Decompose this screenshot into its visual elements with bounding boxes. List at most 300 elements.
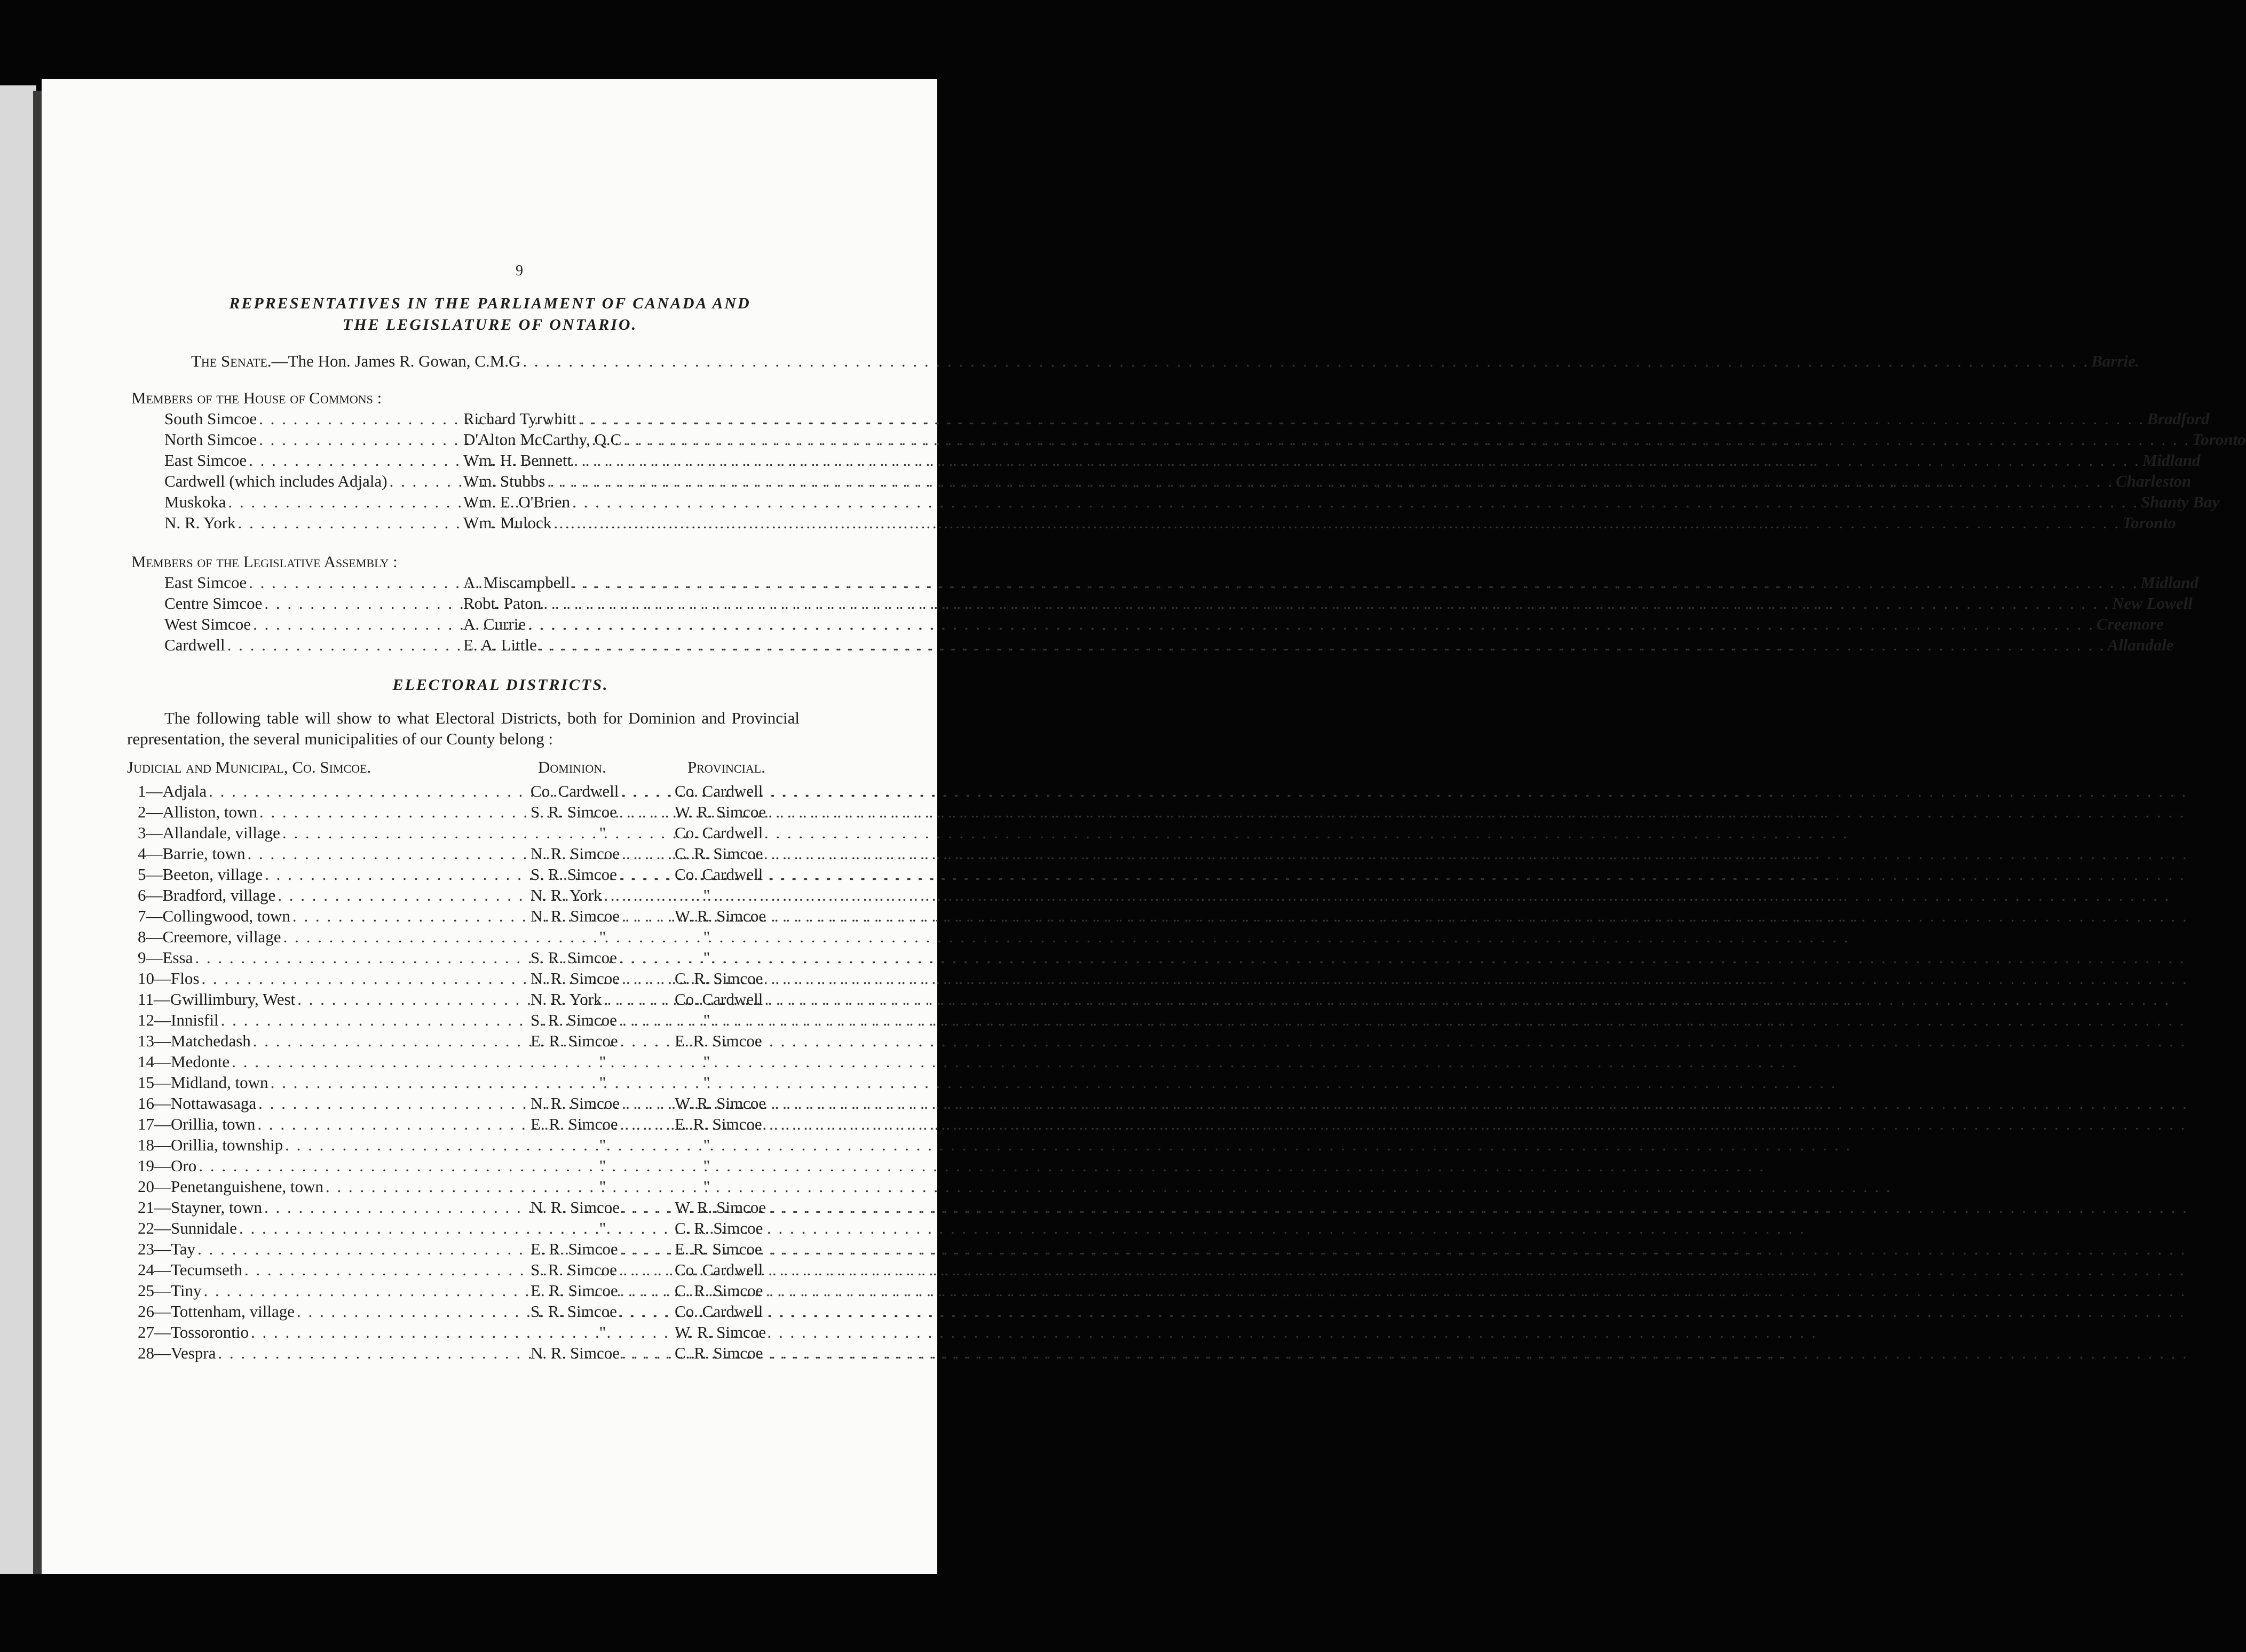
- dominion-cell: [531, 822, 675, 843]
- leader-dots: [619, 1259, 2186, 1280]
- dominion-value: S. R. Simcoe: [531, 1260, 617, 1279]
- municipality-name: 27—Tossorontio: [138, 1323, 249, 1341]
- municipality-cell: [138, 1197, 531, 1218]
- provincial-cell: [675, 843, 853, 864]
- member-cell: [463, 572, 2198, 593]
- municipality-cell: [138, 968, 531, 989]
- table-row: [138, 1010, 853, 1030]
- provincial-value: ": [703, 1135, 710, 1154]
- assembly-title: Members of the Legislative Assembly :: [131, 552, 398, 571]
- member-row: [164, 429, 2246, 450]
- municipality-name: 8—Creemore, village: [138, 927, 281, 946]
- provincial-cell: [675, 968, 853, 989]
- heading-line-2: THE LEGISLATURE OF ONTARIO.: [342, 316, 638, 333]
- provincial-cell: [675, 1343, 853, 1363]
- municipality-name: 22—Sunnidale: [138, 1219, 237, 1237]
- provincial-cell: [675, 906, 853, 926]
- table-row: [138, 822, 853, 843]
- table-row: [138, 1238, 853, 1259]
- riding-name: North Simcoe: [164, 430, 257, 449]
- table-row: [138, 947, 853, 968]
- dominion-cell: [531, 1155, 675, 1176]
- table-row: [138, 1155, 853, 1176]
- leader-dots: [619, 947, 2186, 968]
- riding-cell: [164, 634, 463, 655]
- member-name: E. A. Little: [463, 636, 537, 654]
- leader-dots: [285, 1134, 1852, 1155]
- districts-table-header: [127, 757, 853, 777]
- dominion-value: N. R. Simcoe: [531, 1198, 620, 1217]
- municipality-name: 4—Barrie, town: [138, 844, 246, 863]
- column-header-municipal: Judicial and Municipal, Co. Simcoe.: [127, 758, 371, 776]
- leader-dots: [239, 1218, 1806, 1238]
- dominion-cell: [531, 1176, 675, 1197]
- dominion-cell: [531, 801, 675, 822]
- leader-dots: [620, 1280, 2187, 1301]
- table-row: [138, 906, 853, 926]
- leader-dots: [620, 1030, 2187, 1051]
- dominion-value: ": [599, 1177, 606, 1196]
- dominion-cell: [531, 864, 675, 885]
- dominion-cell: [531, 968, 675, 989]
- dominion-cell: [531, 781, 675, 801]
- leader-dots: [572, 572, 2139, 593]
- table-row: [138, 1134, 853, 1155]
- member-cell: [463, 408, 2210, 429]
- municipality-cell: [138, 1176, 531, 1197]
- provincial-cell: [675, 1010, 853, 1030]
- riding-cell: [164, 512, 463, 533]
- leader-dots: [572, 491, 2139, 512]
- dominion-cell: [531, 1322, 675, 1343]
- provincial-value: W. R. Simcoe: [675, 1323, 766, 1341]
- member-name: Robt. Paton: [463, 594, 542, 613]
- provincial-value: C. R. Simcoe: [675, 844, 763, 863]
- member-row: [164, 593, 2193, 614]
- riding-name: Cardwell (which includes Adjala): [164, 472, 387, 490]
- member-cell: [463, 593, 2193, 614]
- dominion-value: ": [599, 1052, 606, 1071]
- dominion-cell: [531, 1051, 675, 1072]
- provincial-value: ": [703, 1073, 710, 1092]
- provincial-value: ": [703, 1011, 710, 1029]
- dominion-cell: [531, 1259, 675, 1280]
- leader-dots: [622, 843, 2188, 864]
- senate-line: [191, 351, 2140, 371]
- municipality-cell: [138, 1280, 531, 1301]
- municipality-name: 21—Stayner, town: [138, 1198, 262, 1217]
- provincial-value: W. R. Simcoe: [675, 907, 766, 925]
- districts-table: [127, 781, 853, 1363]
- dominion-cell: [531, 1280, 675, 1301]
- municipality-name: 25—Tiny: [138, 1281, 202, 1300]
- provincial-value: E. R. Simcoe: [675, 1115, 762, 1133]
- provincial-cell: [675, 1280, 853, 1301]
- table-row: [138, 989, 853, 1010]
- municipality-cell: [138, 1155, 531, 1176]
- municipality-name: 28—Vespra: [138, 1344, 216, 1362]
- provincial-cell: [675, 1259, 853, 1280]
- provincial-value: Co. Cardwell: [675, 1302, 763, 1321]
- member-place: Midland: [2140, 573, 2199, 592]
- member-place: Shanty Bay: [2140, 493, 2220, 511]
- member-name: Wm. H. Bennett: [463, 451, 572, 470]
- member-place: Charleston: [2116, 472, 2192, 490]
- dominion-value: ": [599, 1219, 606, 1237]
- leader-dots: [619, 864, 2186, 885]
- facing-page-strip: [0, 85, 36, 1574]
- provincial-value: W. R. Simcoe: [675, 1094, 766, 1113]
- dominion-cell: [531, 1072, 675, 1093]
- municipality-name: 18—Orillia, township: [138, 1135, 283, 1154]
- municipality-name: 3—Allandale, village: [138, 823, 280, 842]
- provincial-value: Co. Cardwell: [675, 782, 763, 800]
- provincial-value: C. R. Simcoe: [675, 969, 763, 988]
- dominion-value: S. R. Simcoe: [531, 865, 617, 884]
- provincial-value: Co. Cardwell: [675, 1260, 763, 1279]
- leader-dots: [283, 926, 1850, 947]
- municipality-cell: [138, 1134, 531, 1155]
- dominion-cell: [531, 1114, 675, 1134]
- riding-cell: [164, 491, 463, 512]
- table-row: [138, 1280, 853, 1301]
- table-row: [138, 1259, 853, 1280]
- dominion-cell: [531, 1197, 675, 1218]
- municipality-cell: [138, 864, 531, 885]
- provincial-cell: [675, 1301, 853, 1322]
- leader-dots: [623, 429, 2190, 450]
- provincial-cell: [675, 781, 853, 801]
- main-heading: [127, 293, 853, 336]
- municipality-name: 17—Orillia, town: [138, 1115, 256, 1133]
- heading-line-1: REPRESENTATIVES IN THE PARLIAMENT OF CANADA AND: [229, 295, 751, 312]
- dominion-cell: [531, 1343, 675, 1363]
- member-name: D'Alton McCarthy, Q.C: [463, 430, 622, 449]
- riding-name: East Simcoe: [164, 451, 247, 470]
- provincial-cell: [675, 947, 853, 968]
- assembly-section: [131, 551, 2199, 655]
- table-row: [138, 1197, 853, 1218]
- provincial-cell: [675, 1197, 853, 1218]
- member-cell: [463, 614, 2164, 634]
- member-place: Midland: [2142, 451, 2201, 470]
- dominion-value: N. R. Simcoe: [531, 844, 620, 863]
- dominion-cell: [531, 1301, 675, 1322]
- leader-dots: [574, 450, 2140, 471]
- leader-dots: [523, 351, 2089, 371]
- leader-dots: [620, 1238, 2187, 1259]
- table-row: [138, 1218, 853, 1238]
- municipality-cell: [138, 781, 531, 801]
- municipality-name: 7—Collingwood, town: [138, 907, 290, 925]
- municipality-name: 16—Nottawasaga: [138, 1094, 257, 1113]
- dominion-cell: [531, 843, 675, 864]
- riding-cell: [164, 572, 463, 593]
- municipality-name: 1—Adjala: [138, 782, 207, 800]
- municipality-cell: [138, 1051, 531, 1072]
- leader-dots: [622, 968, 2188, 989]
- senate-dash: —: [271, 352, 288, 370]
- municipality-cell: [138, 1343, 531, 1363]
- leader-dots: [282, 822, 1849, 843]
- provincial-value: C. R. Simcoe: [675, 1219, 763, 1237]
- municipality-cell: [138, 1093, 531, 1114]
- municipality-cell: [138, 947, 531, 968]
- provincial-cell: [675, 989, 853, 1010]
- municipality-name: 26—Tottenham, village: [138, 1302, 295, 1321]
- municipality-name: 15—Midland, town: [138, 1073, 268, 1092]
- riding-cell: [164, 593, 463, 614]
- municipality-name: 14—Medonte: [138, 1052, 230, 1071]
- leader-dots: [622, 1197, 2188, 1218]
- municipality-name: 20—Penetanguishene, town: [138, 1177, 323, 1196]
- provincial-value: E. R. Simcoe: [675, 1031, 762, 1050]
- table-row: [138, 1030, 853, 1051]
- provincial-cell: [675, 885, 853, 906]
- municipality-name: 6—Bradford, village: [138, 886, 276, 904]
- municipality-name: 2—Alliston, town: [138, 803, 257, 821]
- municipality-name: 11—Gwillimbury, West: [138, 990, 296, 1008]
- table-row: [138, 1093, 853, 1114]
- provincial-cell: [675, 1093, 853, 1114]
- provincial-cell: [675, 1051, 853, 1072]
- provincial-value: ": [703, 1052, 710, 1071]
- riding-cell: [164, 471, 463, 491]
- municipality-cell: [138, 1322, 531, 1343]
- dominion-value: N. R. Simcoe: [531, 969, 620, 988]
- riding-cell: [164, 450, 463, 471]
- leader-dots: [620, 1114, 2187, 1134]
- member-name: Wm. E. O'Brien: [463, 493, 571, 511]
- member-place: Toronto: [2192, 430, 2246, 449]
- provincial-cell: [675, 1030, 853, 1051]
- dominion-value: E. R. Simcoe: [531, 1240, 618, 1258]
- dominion-value: N. R. York: [531, 990, 602, 1008]
- senate-member: The Hon. James R. Gowan, C.M.G: [288, 352, 521, 370]
- member-place: Allandale: [2107, 636, 2174, 654]
- table-row: [138, 1322, 853, 1343]
- member-row: [164, 408, 2210, 429]
- column-header-provincial: Provincial.: [687, 758, 765, 776]
- senate-place: Barrie.: [2091, 352, 2140, 370]
- provincial-value: Co. Cardwell: [675, 990, 763, 1008]
- leader-dots: [621, 781, 2187, 801]
- member-row: [164, 450, 2201, 471]
- member-place: Creemore: [2096, 615, 2164, 633]
- member-cell: [463, 491, 2219, 512]
- table-row: [138, 1072, 853, 1093]
- dominion-value: ": [599, 1135, 606, 1154]
- dominion-value: S. R. Simcoe: [531, 803, 617, 821]
- dominion-value: E. R. Simcoe: [531, 1115, 618, 1133]
- assembly-list: [131, 572, 2199, 655]
- municipality-name: 9—Essa: [138, 948, 193, 967]
- provincial-value: W. R. Simcoe: [675, 803, 766, 821]
- municipality-name: 12—Innisfil: [138, 1011, 219, 1029]
- provincial-value: C. R. Simcoe: [675, 1281, 763, 1300]
- municipality-cell: [138, 822, 531, 843]
- commons-section: [131, 387, 2246, 533]
- riding-name: N. R. York: [164, 513, 236, 532]
- dominion-cell: [531, 1010, 675, 1030]
- municipality-name: 5—Beeton, village: [138, 865, 263, 884]
- municipality-cell: [138, 1301, 531, 1322]
- dominion-value: S. R. Simcoe: [531, 1302, 617, 1321]
- table-row: [138, 1051, 853, 1072]
- member-name: A. Currie: [463, 615, 526, 633]
- dominion-value: ": [599, 1323, 606, 1341]
- riding-name: East Simcoe: [164, 573, 247, 592]
- table-row: [138, 968, 853, 989]
- table-row: [138, 885, 853, 906]
- riding-name: South Simcoe: [164, 409, 257, 428]
- provincial-value: C. R. Simcoe: [675, 1344, 763, 1362]
- leader-dots: [528, 614, 2094, 634]
- leader-dots: [619, 801, 2186, 822]
- member-row: [164, 614, 2164, 634]
- dominion-value: N. R. Simcoe: [531, 1344, 620, 1362]
- leader-dots: [199, 1155, 1765, 1176]
- municipality-name: 24—Tecumseth: [138, 1260, 242, 1279]
- municipality-cell: [138, 1010, 531, 1030]
- municipality-cell: [138, 1030, 531, 1051]
- member-row: [164, 491, 2220, 512]
- page-content: [127, 260, 2246, 1363]
- leader-dots: [619, 1010, 2186, 1030]
- document-page: [42, 79, 2246, 1574]
- dominion-value: ": [599, 1156, 606, 1175]
- commons-list: [131, 408, 2246, 533]
- provincial-value: W. R. Simcoe: [675, 1198, 766, 1217]
- leader-dots: [539, 634, 2106, 655]
- municipality-name: 23—Tay: [138, 1240, 196, 1258]
- table-row: [138, 1343, 853, 1363]
- municipality-cell: [138, 843, 531, 864]
- table-row: [138, 1176, 853, 1197]
- member-name: Wm. Mulock: [463, 513, 552, 532]
- dominion-cell: [531, 947, 675, 968]
- member-row: [164, 471, 2192, 491]
- dominion-value: N. R. York: [531, 886, 602, 904]
- provincial-value: ": [703, 927, 710, 946]
- districts-heading: ELECTORAL DISTRICTS.: [392, 676, 609, 694]
- member-cell: [463, 634, 2174, 655]
- leader-dots: [553, 512, 2120, 533]
- municipality-name: 10—Flos: [138, 969, 200, 988]
- riding-cell: [164, 408, 463, 429]
- dominion-value: Co. Cardwell: [531, 782, 619, 800]
- municipality-cell: [138, 885, 531, 906]
- districts-intro: The following table will show to what Electoral Districts, both for Dominion and Provincial representation, the several municipalities of our County belong :: [127, 709, 800, 748]
- table-row: [138, 843, 853, 864]
- provincial-cell: [675, 801, 853, 822]
- dominion-cell: [531, 1238, 675, 1259]
- provincial-cell: [675, 1155, 853, 1176]
- municipality-cell: [138, 989, 531, 1010]
- dominion-value: N. R. Simcoe: [531, 907, 620, 925]
- member-name: A. Miscampbell: [463, 573, 570, 592]
- provincial-value: ": [703, 948, 710, 967]
- member-cell: [463, 450, 2200, 471]
- municipality-name: 19—Oro: [138, 1156, 197, 1175]
- leader-dots: [622, 906, 2188, 926]
- provincial-cell: [675, 926, 853, 947]
- riding-name: Centre Simcoe: [164, 594, 263, 613]
- member-name: Wm. Stubbs: [463, 472, 545, 490]
- member-cell: [463, 512, 2176, 533]
- municipality-cell: [138, 1114, 531, 1134]
- leader-dots: [622, 1093, 2188, 1114]
- dominion-cell: [531, 1134, 675, 1155]
- dominion-value: ": [599, 927, 606, 946]
- riding-cell: [164, 614, 463, 634]
- dominion-cell: [531, 885, 675, 906]
- dominion-cell: [531, 1093, 675, 1114]
- provincial-value: Co. Cardwell: [675, 823, 763, 842]
- table-row: [138, 1301, 853, 1322]
- municipality-cell: [138, 1218, 531, 1238]
- provincial-cell: [675, 1218, 853, 1238]
- table-row: [138, 926, 853, 947]
- dominion-cell: [531, 1218, 675, 1238]
- table-row: [138, 801, 853, 822]
- leader-dots: [271, 1072, 1837, 1093]
- table-row: [138, 1114, 853, 1134]
- provincial-value: ": [703, 1177, 710, 1196]
- municipality-cell: [138, 906, 531, 926]
- member-cell: [463, 429, 2246, 450]
- member-place: Bradford: [2147, 409, 2210, 428]
- municipality-cell: [138, 801, 531, 822]
- leader-dots: [543, 593, 2110, 614]
- dominion-value: ": [599, 1073, 606, 1092]
- provincial-cell: [675, 1072, 853, 1093]
- provincial-cell: [675, 1238, 853, 1259]
- riding-name: Cardwell: [164, 636, 225, 654]
- dominion-value: S. R. Simcoe: [531, 1011, 617, 1029]
- dominion-cell: [531, 926, 675, 947]
- dominion-value: E. R. Simcoe: [531, 1281, 618, 1300]
- municipality-cell: [138, 1238, 531, 1259]
- member-row: [164, 634, 2174, 655]
- member-cell: [463, 471, 2191, 491]
- dominion-cell: [531, 1030, 675, 1051]
- member-name: Richard Tyrwhitt: [463, 409, 576, 428]
- commons-title: Members of the House of Commons :: [131, 388, 382, 407]
- senate-label: The Senate.: [191, 352, 272, 370]
- dominion-value: S. R. Simcoe: [531, 948, 617, 967]
- leader-dots: [619, 1301, 2186, 1322]
- riding-name: West Simcoe: [164, 615, 251, 633]
- provincial-cell: [675, 822, 853, 843]
- provincial-value: E. R. Simcoe: [675, 1240, 762, 1258]
- dominion-value: E. R. Simcoe: [531, 1031, 618, 1050]
- municipality-cell: [138, 926, 531, 947]
- dominion-value: ": [599, 823, 606, 842]
- provincial-value: ": [703, 1156, 710, 1175]
- leader-dots: [251, 1322, 1817, 1343]
- provincial-value: ": [703, 886, 710, 904]
- leader-dots: [232, 1051, 1798, 1072]
- table-row: [138, 864, 853, 885]
- dominion-value: N. R. Simcoe: [531, 1094, 620, 1113]
- member-row: [164, 512, 2176, 533]
- provincial-value: Co. Cardwell: [675, 865, 763, 884]
- dominion-cell: [531, 906, 675, 926]
- column-header-dominion: Dominion.: [538, 758, 606, 776]
- provincial-cell: [675, 1322, 853, 1343]
- leader-dots: [622, 1343, 2188, 1363]
